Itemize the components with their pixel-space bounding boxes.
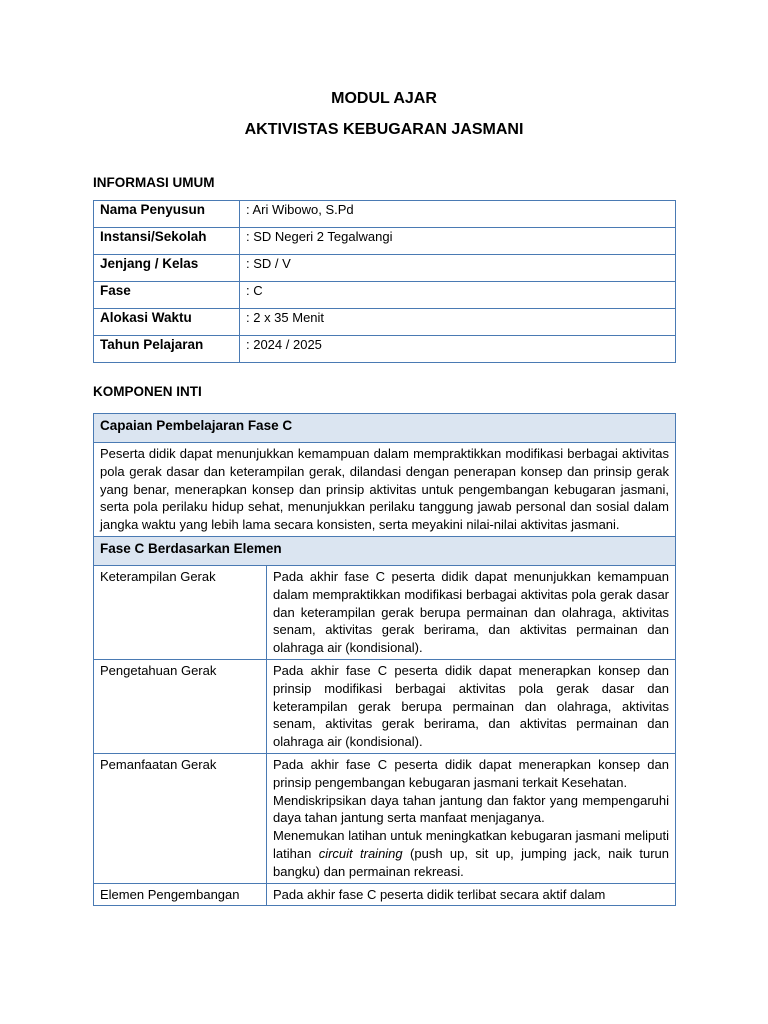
elemen-desc xyxy=(267,753,676,883)
elemen-name: Pemanfaatan Gerak xyxy=(94,753,267,883)
table-row xyxy=(94,536,676,565)
text-segment: (push up, sit up, jumping jack, naik turun bangku) dan permainan rekreasi. xyxy=(273,845,670,879)
elemen-desc: Pada akhir fase C peserta didik dapat menerapkan konsep dan prinsip modifikasi berbagai aktivitas pola gerak dasar dan keterampilan gerak berupa permainan dan olahraga, aktivitas senam, aktivitas gerak berirama, dan aktivitas permainan dan olahraga air (kondisional). xyxy=(267,659,676,753)
cp-header: Capaian Pembelajaran Fase C xyxy=(94,414,676,443)
table-row xyxy=(94,753,676,883)
elemen-desc: Pada akhir fase C peserta didik terlibat secara aktif dalam xyxy=(267,883,676,906)
table-row xyxy=(94,282,676,309)
table-row xyxy=(94,309,676,336)
table-row xyxy=(94,228,676,255)
info-table xyxy=(93,200,676,363)
info-value: : Ari Wibowo, S.Pd xyxy=(240,201,676,228)
table-row xyxy=(94,201,676,228)
info-key: Alokasi Waktu xyxy=(94,309,240,336)
info-key: Instansi/Sekolah xyxy=(94,228,240,255)
info-value: : SD / V xyxy=(240,255,676,282)
doc-subtitle: AKTIVISTAS KEBUGARAN JASMANI xyxy=(244,121,524,138)
info-value: : C xyxy=(240,282,676,309)
elemen-name: Pengetahuan Gerak xyxy=(94,659,267,753)
table-row xyxy=(94,883,676,906)
elemen-paragraph xyxy=(273,827,669,880)
table-row xyxy=(94,443,676,537)
table-row xyxy=(94,659,676,753)
elemen-name: Elemen Pengembangan xyxy=(94,883,267,906)
table-row xyxy=(94,255,676,282)
elemen-desc: Pada akhir fase C peserta didik dapat menunjukkan kemampuan dalam mempraktikkan modifikasi berbagai aktivitas pola gerak dasar dan keterampilan gerak berupa permainan dan olahraga, aktivitas senam, aktivitas gerak berirama, dan aktivitas permainan dan olahraga air (kondisional). xyxy=(267,565,676,659)
table-row xyxy=(94,565,676,659)
info-heading: INFORMASI UMUM xyxy=(93,175,215,190)
info-value: : 2024 / 2025 xyxy=(240,336,676,363)
info-key: Nama Penyusun xyxy=(94,201,240,228)
info-key: Tahun Pelajaran xyxy=(94,336,240,363)
table-row xyxy=(94,336,676,363)
cp-text: Peserta didik dapat menunjukkan kemampuan dalam mempraktikkan modifikasi berbagai aktivitas pola gerak dasar dan keterampilan gerak, dilandasi dengan penerapan konsep dan prinsip gerak yang benar, menerapkan konsep dan prinsip aktivitas untuk pengembangan kebugaran jasmani, serta pola perilaku hidup sehat, menunjukkan perilaku tanggung jawab personal dan sosial dalam jangka waktu yang lebih lama secara konsisten, serta meyakini nilai-nilai aktivitas jasmani. xyxy=(94,443,676,537)
elemen-paragraph: Mendiskripsikan daya tahan jantung dan faktor yang mempengaruhi daya tahan jantung serta manfaat menjaganya. xyxy=(273,792,669,826)
elemen-header: Fase C Berdasarkan Elemen xyxy=(94,536,676,565)
table-row xyxy=(94,414,676,443)
elemen-name: Keterampilan Gerak xyxy=(94,565,267,659)
doc-title: MODUL AJAR xyxy=(331,90,437,107)
info-value: : SD Negeri 2 Tegalwangi xyxy=(240,228,676,255)
info-value: : 2 x 35 Menit xyxy=(240,309,676,336)
text-segment: Menemukan latihan untuk meningkatkan kebugaran jasmani meliputi latihan xyxy=(273,828,669,861)
komponen-heading: KOMPONEN INTI xyxy=(93,384,202,399)
italic-term: circuit training xyxy=(318,845,403,861)
elemen-paragraph: Pada akhir fase C peserta didik dapat menerapkan konsep dan prinsip pengembangan kebugaran jasmani terkait Kesehatan. xyxy=(273,756,669,790)
komponen-table xyxy=(93,413,676,906)
info-key: Fase xyxy=(94,282,240,309)
info-key: Jenjang / Kelas xyxy=(94,255,240,282)
